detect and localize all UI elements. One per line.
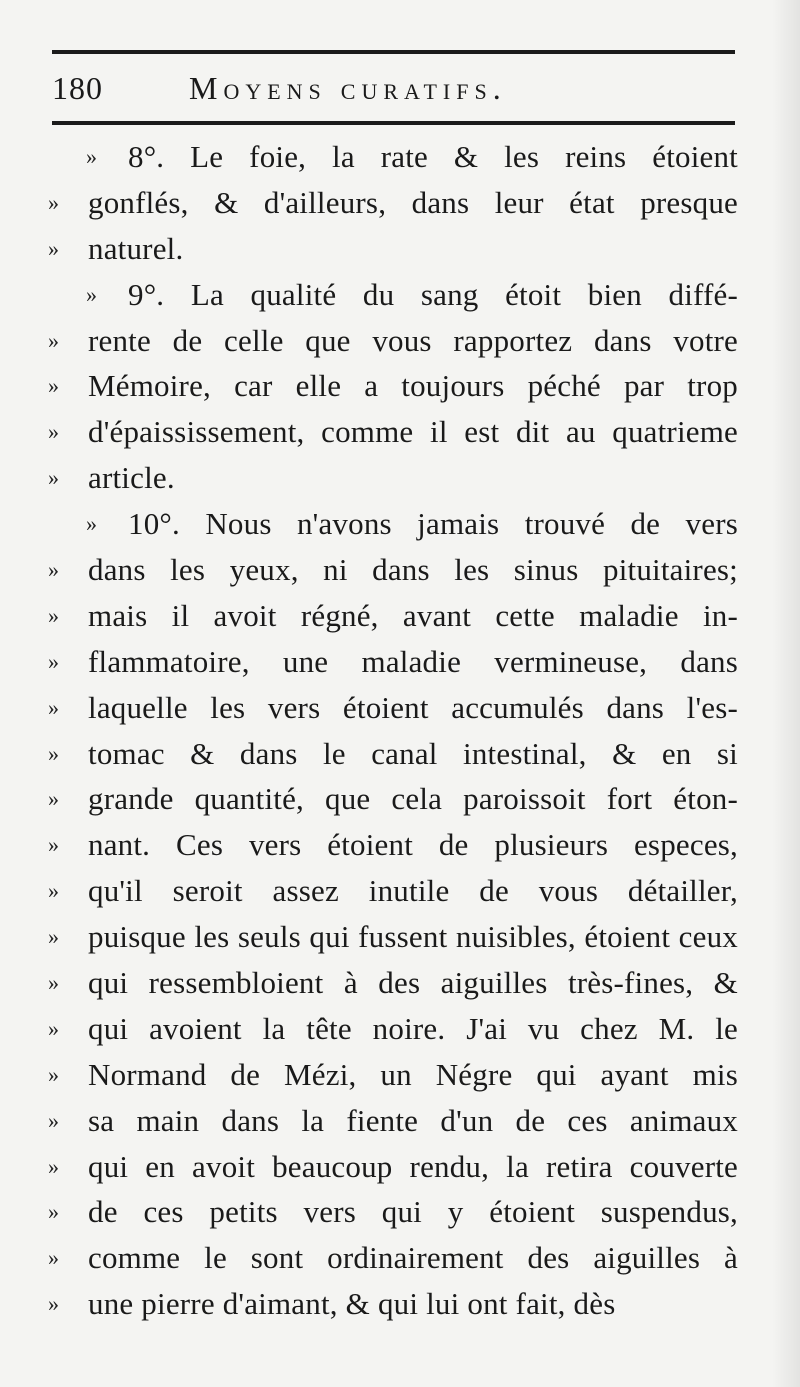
- text-line: [42, 501, 754, 547]
- text-line: [42, 960, 754, 1006]
- line-text: qu'il seroit assez inutile de vous détailler,: [88, 873, 738, 909]
- text-line: [42, 1144, 754, 1190]
- header-rule: [52, 121, 735, 125]
- line-text: laquelle les vers étoient accumulés dans l'es-: [88, 689, 738, 725]
- body-text: [42, 134, 754, 1327]
- quotation-mark: »: [48, 878, 59, 904]
- text-line: [42, 1098, 754, 1144]
- text-line: [42, 685, 754, 731]
- quotation-mark: »: [48, 235, 59, 261]
- line-text: une pierre d'aimant, & qui lui ont fait, dès: [88, 1286, 616, 1322]
- text-line: [42, 272, 754, 318]
- text-line: [42, 776, 754, 822]
- line-text: sa main dans la fiente d'un de ces animaux: [88, 1102, 738, 1138]
- quotation-mark: »: [48, 1153, 59, 1179]
- line-text: Mémoire, car elle a toujours péché par trop: [88, 368, 738, 404]
- line-text: Normand de Mézi, un Négre qui ayant mis: [88, 1056, 738, 1092]
- quotation-mark: »: [48, 602, 59, 628]
- line-text: naturel.: [88, 230, 184, 266]
- text-line: [42, 547, 754, 593]
- quotation-mark: »: [48, 1061, 59, 1087]
- text-line: [42, 1235, 754, 1281]
- quotation-mark: »: [48, 557, 59, 583]
- text-line: [42, 1052, 754, 1098]
- line-text: 8°. Le foie, la rate & les reins étoient: [128, 139, 738, 174]
- quotation-mark: »: [48, 327, 59, 353]
- quotation-mark: »: [48, 740, 59, 766]
- text-line: [42, 455, 754, 501]
- quotation-mark: »: [48, 373, 59, 399]
- text-line: [42, 409, 754, 455]
- line-text: tomac & dans le canal intestinal, & en si: [88, 735, 738, 771]
- line-text: qui en avoit beaucoup rendu, la retira couverte: [88, 1148, 738, 1184]
- line-text: qui avoient la tête noire. J'ai vu chez M. le: [88, 1010, 738, 1046]
- page-header: [52, 66, 735, 112]
- page-number: 180: [52, 70, 103, 106]
- quotation-mark: »: [48, 1199, 59, 1225]
- quotation-mark: »: [48, 1015, 59, 1041]
- text-line: [42, 593, 754, 639]
- text-line: [42, 1006, 754, 1052]
- quotation-mark: »: [86, 511, 97, 537]
- line-text: d'épaississement, comme il est dit au quatrieme: [88, 414, 738, 450]
- quotation-mark: »: [48, 419, 59, 445]
- line-text: grande quantité, que cela paroissoit fort éton-: [88, 781, 738, 817]
- text-line: [42, 134, 754, 180]
- text-line: [42, 318, 754, 364]
- line-text: nant. Ces vers étoient de plusieurs especes,: [88, 827, 738, 863]
- quotation-mark: »: [48, 465, 59, 491]
- text-line: [42, 868, 754, 914]
- quotation-mark: »: [48, 189, 59, 215]
- quotation-mark: »: [48, 648, 59, 674]
- line-text: puisque les seuls qui fussent nuisibles, étoient ceux: [88, 919, 738, 955]
- line-text: rente de celle que vous rapportez dans votre: [88, 322, 738, 358]
- line-text: mais il avoit régné, avant cette maladie in-: [88, 597, 738, 633]
- quotation-mark: »: [48, 924, 59, 950]
- line-text: article.: [88, 460, 175, 496]
- quotation-mark: »: [48, 832, 59, 858]
- line-text: 10°. Nous n'avons jamais trouvé de vers: [128, 506, 738, 542]
- text-line: [42, 226, 754, 272]
- text-line: [42, 1189, 754, 1235]
- running-head: Moyens curatifs.: [189, 70, 507, 106]
- text-line: [42, 639, 754, 685]
- text-line: [42, 1281, 754, 1327]
- line-text: qui ressembloient à des aiguilles très-fines, &: [88, 965, 738, 1001]
- text-line: [42, 731, 754, 777]
- line-text: flammatoire, une maladie vermineuse, dans: [88, 643, 738, 679]
- text-line: [42, 822, 754, 868]
- quotation-mark: »: [48, 970, 59, 996]
- quotation-mark: »: [48, 1291, 59, 1317]
- quotation-mark: »: [48, 1107, 59, 1133]
- quotation-mark: »: [86, 144, 97, 169]
- text-line: [42, 180, 754, 226]
- line-text: gonflés, & d'ailleurs, dans leur état presque: [88, 184, 738, 220]
- text-line: [42, 914, 754, 960]
- quotation-mark: »: [48, 1245, 59, 1271]
- top-rule: [52, 50, 735, 54]
- quotation-mark: »: [48, 786, 59, 812]
- text-line: [42, 363, 754, 409]
- line-text: 9°. La qualité du sang étoit bien diffé-: [128, 276, 738, 312]
- line-text: comme le sont ordinairement des aiguilles à: [88, 1240, 738, 1276]
- quotation-mark: »: [48, 694, 59, 720]
- line-text: de ces petits vers qui y étoient suspendus,: [88, 1194, 738, 1230]
- quotation-mark: »: [86, 281, 97, 307]
- line-text: dans les yeux, ni dans les sinus pituitaires;: [88, 552, 738, 588]
